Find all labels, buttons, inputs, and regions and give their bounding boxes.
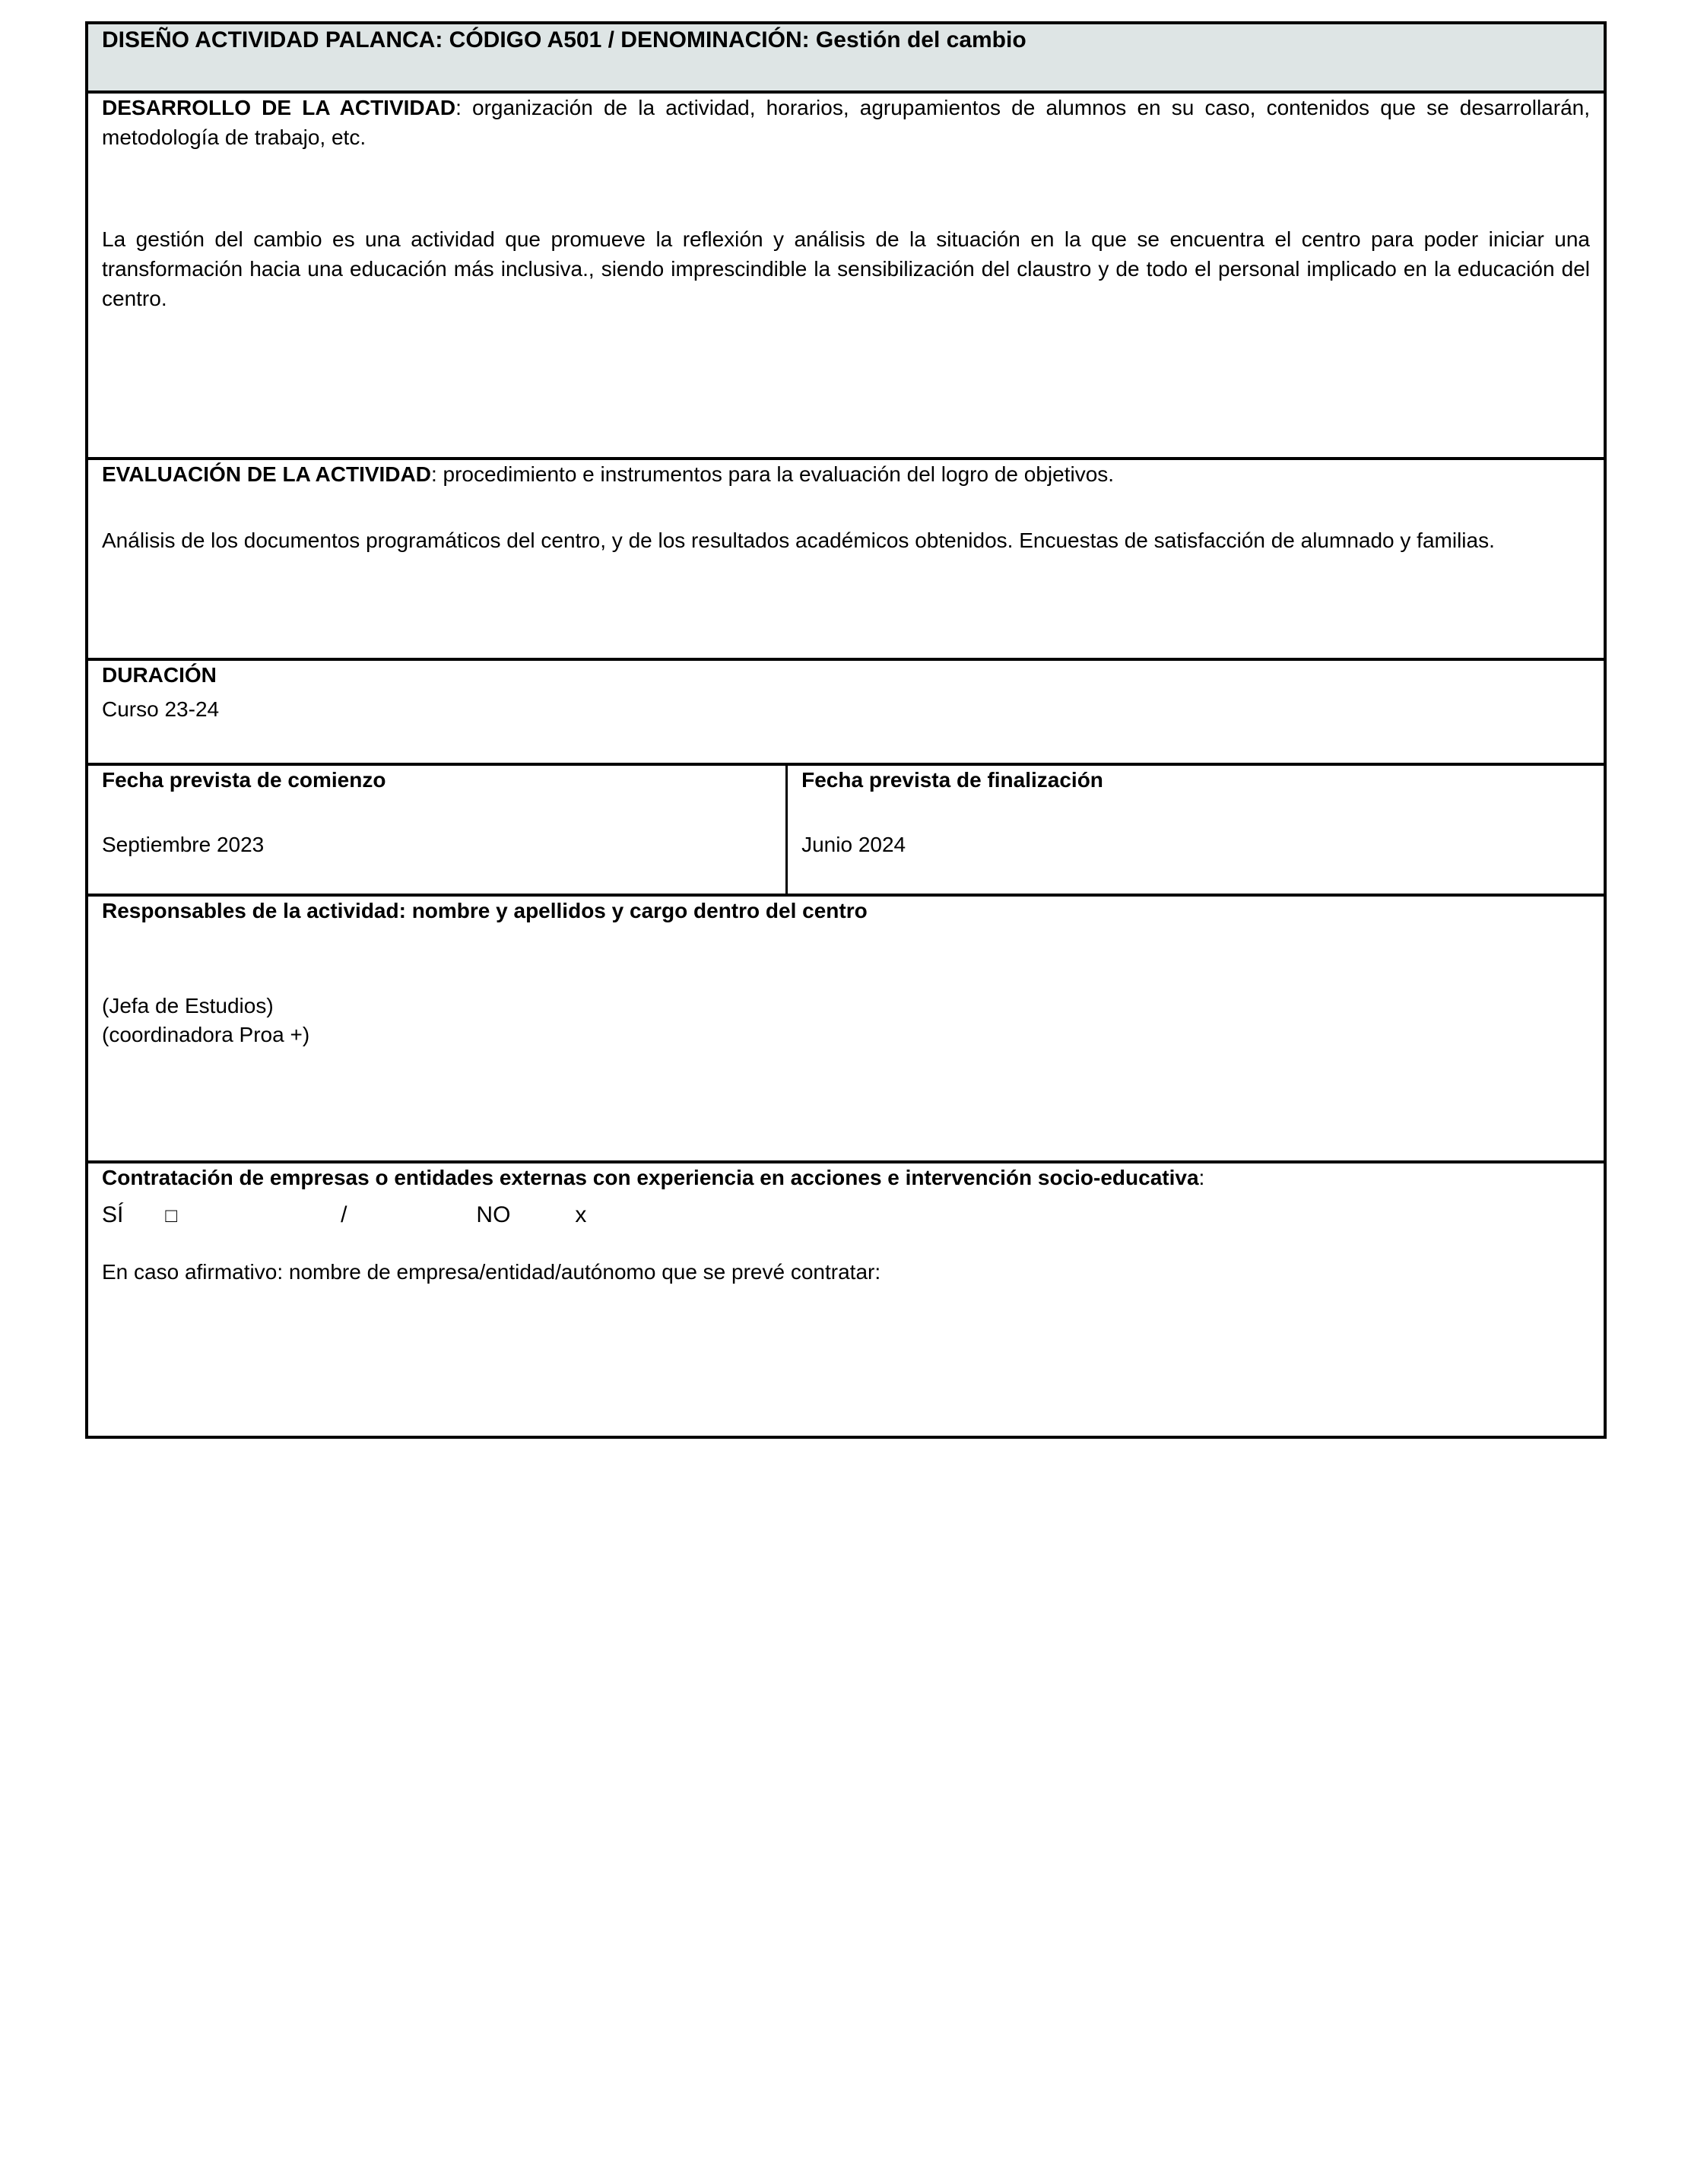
fecha-finalizacion-value: Junio 2024 (801, 832, 906, 856)
evaluacion-paragraph: Análisis de los documentos programáticos del centro, y de los resultados académicos obtenidos. Encuestas de satisfacción de alumnado y familias. (102, 528, 1495, 552)
responsables-line1: (Jefa de Estudios) (102, 993, 274, 1017)
contratacion-cell (87, 1162, 1605, 1437)
duracion-row (87, 659, 1605, 764)
contratacion-heading-paragraph (102, 1163, 1590, 1193)
desarrollo-paragraph: La gestión del cambio es una actividad que promueve la reflexión y análisis de la situación en la que se encuentra el centro para poder iniciar una transformación hacia una educación más inclusiva., siendo imprescindible la sensibilización del claustro y de todo el personal implicado en la educación del centro. (102, 227, 1590, 310)
evaluacion-heading-paragraph (102, 460, 1590, 490)
fecha-comienzo-cell (87, 764, 787, 895)
responsables-line2: (coordinadora Proa +) (102, 1023, 310, 1047)
no-selected-mark: x (575, 1202, 587, 1227)
fechas-row (87, 764, 1605, 895)
contratacion-row (87, 1162, 1605, 1437)
desarrollo-row (87, 92, 1605, 459)
evaluacion-cell (87, 459, 1605, 659)
si-no-separator: / (341, 1202, 347, 1227)
desarrollo-cell (87, 92, 1605, 459)
desarrollo-heading-paragraph (102, 94, 1590, 152)
contratacion-label: Contratación de empresas o entidades externas con experiencia en acciones e intervención socio-educativa (102, 1166, 1199, 1189)
evaluacion-label: EVALUACIÓN DE LA ACTIVIDAD (102, 462, 431, 486)
desarrollo-label-suffix: : organización de la actividad, horarios, agrupamientos de alumnos en su caso, contenidos que se desarrollarán, metodología de trabajo, etc. (102, 96, 1591, 149)
fecha-comienzo-label: Fecha prevista de comienzo (102, 768, 386, 792)
evaluacion-label-suffix: : procedimiento e instrumentos para la evaluación del logro de objetivos. (430, 462, 1115, 486)
form-title: DISEÑO ACTIVIDAD PALANCA: CÓDIGO A501 / DENOMINACIÓN: Gestión del cambio (102, 27, 1026, 52)
no-label: NO (476, 1202, 511, 1227)
duracion-label: DURACIÓN (102, 663, 217, 687)
form-title-cell (87, 23, 1605, 92)
fecha-finalizacion-label: Fecha prevista de finalización (801, 768, 1103, 792)
duracion-value: Curso 23-24 (102, 697, 220, 721)
evaluacion-row (87, 459, 1605, 659)
duracion-cell (87, 659, 1605, 764)
si-checkbox-icon: □ (165, 1203, 178, 1227)
fecha-comienzo-value: Septiembre 2023 (102, 832, 265, 856)
desarrollo-label: DESARROLLO DE LA ACTIVIDAD (102, 96, 456, 119)
fecha-finalizacion-cell (787, 764, 1605, 895)
contratacion-label-suffix: : (1198, 1166, 1205, 1189)
activity-form-table (85, 21, 1607, 1439)
si-label: SÍ (102, 1202, 124, 1227)
responsables-row (87, 895, 1605, 1162)
title-row (87, 23, 1605, 92)
responsables-cell (87, 895, 1605, 1162)
si-no-line (102, 1199, 1590, 1230)
contratacion-note: En caso afirmativo: nombre de empresa/entidad/autónomo que se prevé contratar: (102, 1260, 881, 1284)
responsables-label: Responsables de la actividad: nombre y apellidos y cargo dentro del centro (102, 899, 868, 922)
